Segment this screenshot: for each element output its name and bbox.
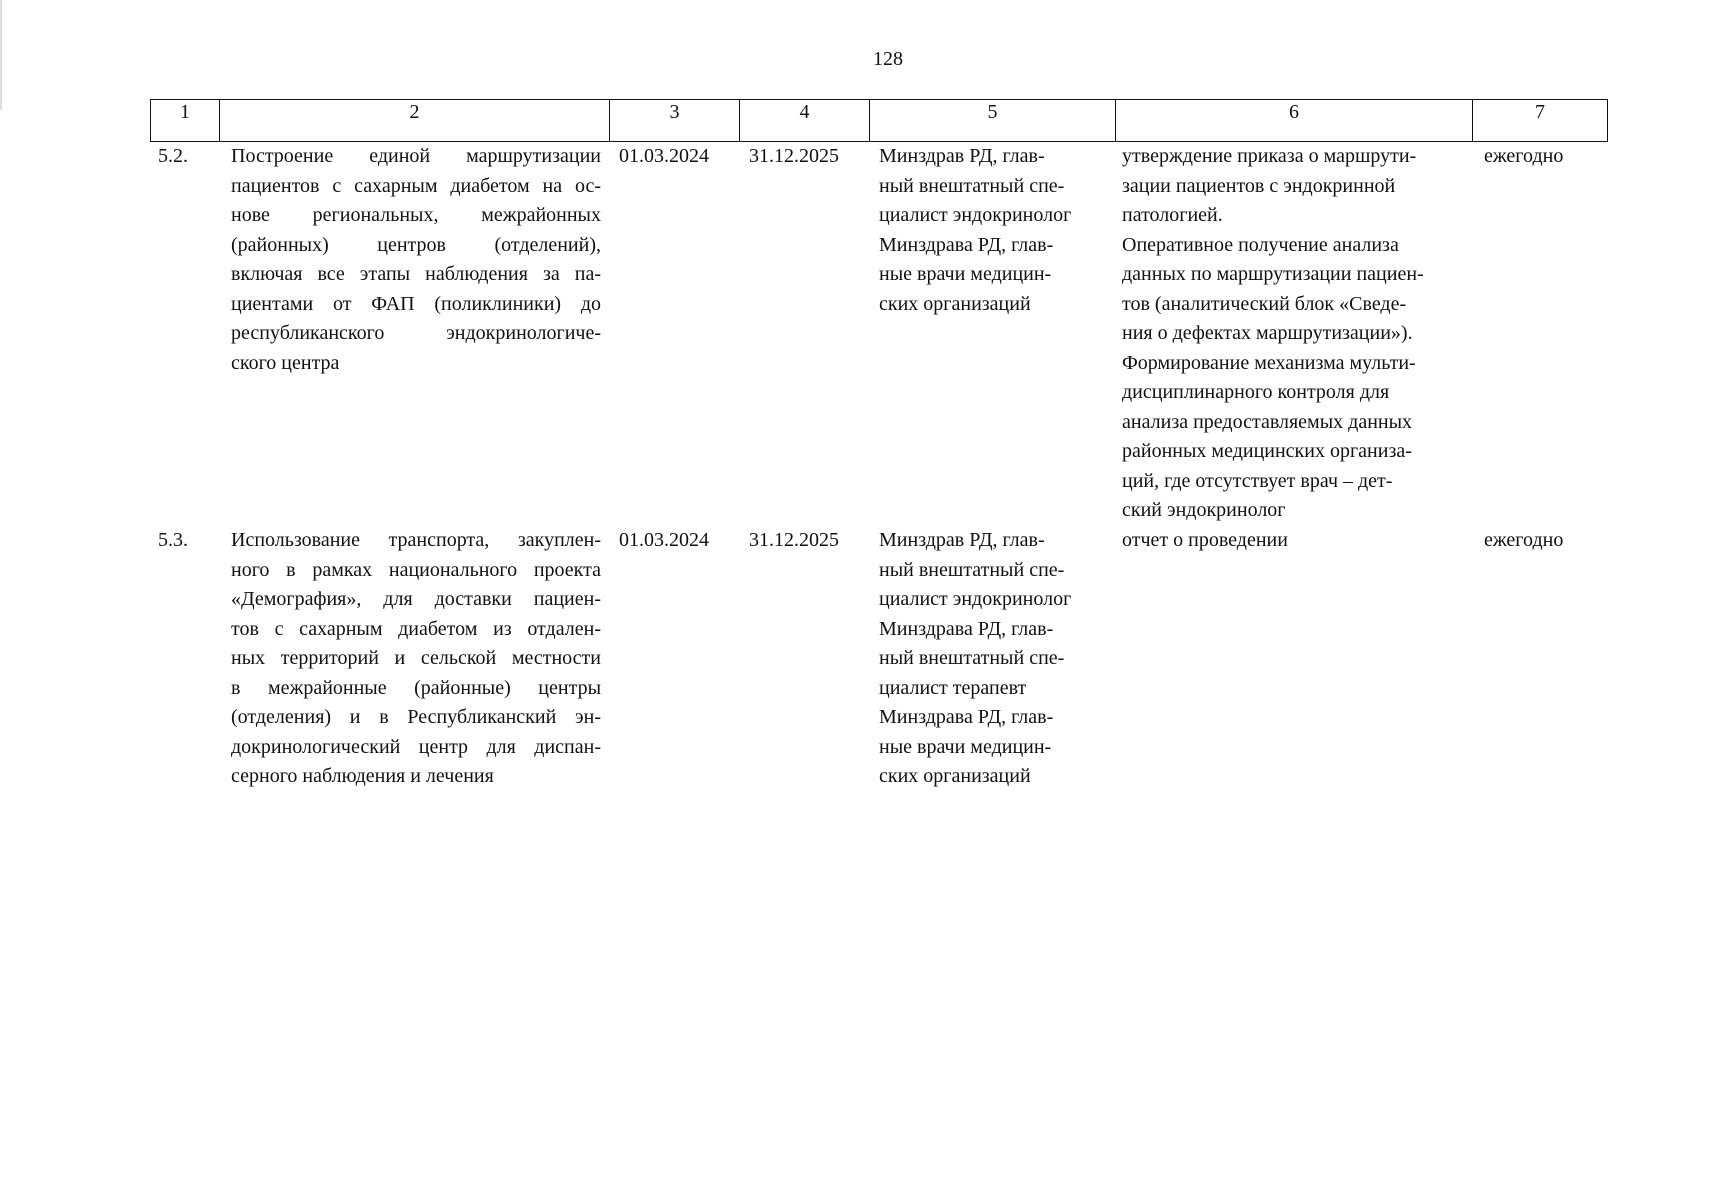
reporting-period: ежегодно bbox=[1484, 529, 1564, 551]
text-line: ный внештатный спе- bbox=[879, 174, 1065, 197]
expected-result bbox=[1122, 142, 1424, 526]
column-header: 2 bbox=[220, 100, 610, 142]
text-line: циентами от ФАП (поликлиники) до bbox=[231, 292, 601, 315]
row-number: 5.2. bbox=[158, 145, 188, 167]
text-line: Оперативное получение анализа bbox=[1122, 233, 1399, 256]
text-line: (отделения) и в Республиканский эн- bbox=[231, 706, 601, 728]
text-line: циалист эндокринолог bbox=[879, 588, 1072, 610]
row-number: 5.3. bbox=[158, 529, 188, 551]
text-line: тов с сахарным диабетом из отдален- bbox=[231, 617, 601, 640]
text-line: Минздрава РД, глав- bbox=[879, 617, 1054, 640]
page-number: 128 bbox=[873, 48, 903, 70]
text-line: докринологический центр для диспан- bbox=[231, 735, 601, 758]
text-line: ского центра bbox=[231, 351, 340, 374]
text-line: Формирование механизма мульти- bbox=[1122, 351, 1416, 374]
text-line: Минздрава РД, глав- bbox=[879, 706, 1054, 728]
text-line: ный внештатный спе- bbox=[879, 647, 1065, 669]
text-line: Минздрава РД, глав- bbox=[879, 233, 1054, 256]
responsible-executors bbox=[879, 142, 1071, 319]
text-line: пациентов с сахарным диабетом на ос- bbox=[231, 174, 601, 197]
measure-description bbox=[231, 142, 601, 378]
text-line: ских организаций bbox=[879, 292, 1031, 315]
text-line: в межрайонные (районные) центры bbox=[231, 676, 601, 699]
text-line: дисциплинарного контроля для bbox=[1122, 381, 1390, 403]
column-header: 1 bbox=[151, 100, 220, 142]
text-line: ский эндокринолог bbox=[1122, 499, 1286, 521]
text-line: «Демография», для доставки пациен- bbox=[231, 588, 601, 610]
text-line: Построение единой маршрутизации bbox=[231, 145, 601, 167]
text-line: ные врачи медицин- bbox=[879, 263, 1052, 285]
text-line: ного в рамках национального проекта bbox=[231, 558, 601, 581]
text-line: зации пациентов с эндокринной bbox=[1122, 174, 1396, 197]
column-header-row bbox=[150, 99, 1608, 142]
text-line: ный внештатный спе- bbox=[879, 558, 1065, 581]
text-line: серного наблюдения и лечения bbox=[231, 765, 494, 787]
column-header: 4 bbox=[740, 100, 870, 142]
column-header: 7 bbox=[1473, 100, 1608, 142]
text-line: районных медицинских организа- bbox=[1122, 440, 1412, 462]
text-line: отчет о проведении bbox=[1122, 529, 1288, 551]
text-line: циалист эндокринолог bbox=[879, 204, 1072, 226]
text-line: Минздрав РД, глав- bbox=[879, 529, 1045, 551]
responsible-executors bbox=[879, 526, 1071, 792]
text-line: ные врачи медицин- bbox=[879, 735, 1052, 758]
text-line: анализа предоставляемых данных bbox=[1122, 410, 1413, 433]
start-date: 01.03.2024 bbox=[619, 145, 709, 167]
expected-result bbox=[1122, 526, 1288, 556]
end-date: 31.12.2025 bbox=[749, 145, 839, 167]
text-line: Использование транспорта, закуплен- bbox=[231, 529, 601, 551]
measure-description bbox=[231, 526, 601, 792]
text-line: данных по маршрутизации пациен- bbox=[1122, 263, 1424, 285]
text-line: ния о дефектах маршрутизации»). bbox=[1122, 322, 1413, 344]
text-line: Минздрав РД, глав- bbox=[879, 145, 1045, 167]
reporting-period: ежегодно bbox=[1484, 145, 1564, 167]
column-header: 3 bbox=[610, 100, 740, 142]
text-line: тов (аналитический блок «Сведе- bbox=[1122, 292, 1407, 315]
start-date: 01.03.2024 bbox=[619, 529, 709, 551]
text-line: нове региональных, межрайонных bbox=[231, 204, 601, 226]
table-row bbox=[150, 142, 1607, 526]
end-date: 31.12.2025 bbox=[749, 529, 839, 551]
text-line: включая все этапы наблюдения за па- bbox=[231, 263, 601, 285]
text-line: республиканского эндокринологиче- bbox=[231, 322, 601, 344]
column-header: 6 bbox=[1116, 100, 1473, 142]
text-line: (районных) центров (отделений), bbox=[231, 233, 601, 256]
table-row bbox=[150, 526, 1607, 826]
column-header: 5 bbox=[870, 100, 1116, 142]
text-line: ных территорий и сельской местности bbox=[231, 647, 601, 669]
text-line: патологией. bbox=[1122, 204, 1223, 226]
text-line: ских организаций bbox=[879, 765, 1031, 787]
text-line: циалист терапевт bbox=[879, 676, 1027, 699]
text-line: утверждение приказа о маршрути- bbox=[1122, 145, 1417, 167]
text-line: ций, где отсутствует врач – дет- bbox=[1122, 469, 1393, 492]
